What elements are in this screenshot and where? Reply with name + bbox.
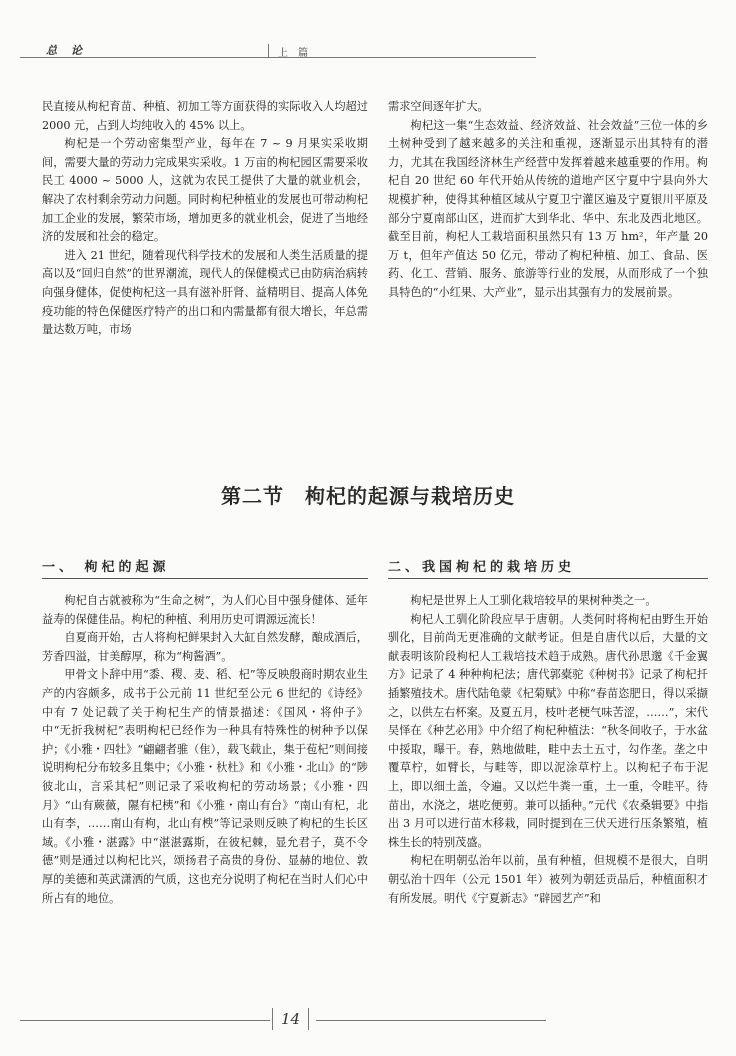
section-title: 第二节 枸杞的起源与栽培历史	[221, 484, 515, 508]
paragraph: 枸杞在明朝弘治年以前，虽有种植，但规模不是很大，自明朝弘治十四年（公元 1501 年）被列为朝廷贡品后，种植面积才有所发展。明代《宁夏新志》“辟园艺产”和	[388, 854, 708, 905]
paragraph: 枸杞是一个劳动密集型产业，每年在 7 ~ 9 月果实采收期间，需要大量的劳动力完成果实采收。1 万亩的枸杞园区需要采收民工 4000 ~ 5000 人，这就为农民工提供了大量的就业机会，解决了农村剩余劳动力问题。同时枸杞种植业的发展也可带动枸杞加工企业的发展，繁荣市场，增加更多的就业机会，促进了当地经济的发展和社会的稳定。	[42, 137, 368, 244]
header-part: 上篇	[278, 48, 318, 59]
paragraph: 枸杞自古就被称为“生命之树”，为人们心目中强身健体、延年益寿的保健佳品。枸杞的种植、利用历史可谓源远流长！	[42, 594, 368, 626]
paragraph: 民直接从枸杞育苗、种植、初加工等方面获得的实际收入人均超过 2000 元，占到人均纯收入的 45% 以上。	[42, 100, 368, 132]
page-number: 14	[272, 1008, 309, 1030]
bottom-right-column	[388, 592, 708, 908]
top-right-column	[388, 98, 708, 303]
paragraph: 需求空间逐年扩大。	[388, 100, 489, 113]
paragraph: 自夏商开始，古人将枸杞鲜果封入大缸自然发酵，酿成酒后，芳香四溢，甘美醇厚，称为“枸酱酒”。	[42, 631, 368, 663]
page-footer	[20, 1008, 736, 1038]
paragraph: 枸杞是世界上人工驯化栽培较早的果树种类之一。	[410, 594, 657, 607]
subsection-heading-history: 二、我国枸杞的栽培历史	[388, 556, 708, 579]
header-chapter: 总论	[46, 44, 96, 57]
top-left-column	[42, 98, 368, 340]
paragraph: 枸杞人工驯化阶段应早于唐朝。人类何时将枸杞由野生开始驯化，目前尚无更准确的文献考证。但是自唐代以后，大量的文献表明该阶段枸杞人工栽培技术趋于成熟。唐代孙思邈《千金翼方》记录了 4 种种枸杞法；唐代郭橐驼《种树书》记录了枸杞扦插繁殖技术。唐代陆龟蒙《杞菊赋》中称“春苗恣肥日，得以采撷之，以供左右杯案。及夏五月，枝叶老梗气味苦涩，……”，宋代吴怿在《种艺必用》中介绍了枸杞种植法：“秋冬间收子，于水盆中挼取，曝干。春，熟地做畦，畦中去土五寸，勾作垄。垄之中覆草柠，如臂长，与畦等，即以泥涂草柠上。以枸杞子布于泥上，即以细土盖，令遍。又以烂牛粪一重，土一重，令畦平。待苗出，水浇之，堪吃便剪。兼可以插种。”元代《农桑辑要》中指出 3 月可以进行苗木移栽，同时提到在三伏天进行压条繁殖，植株生长的特别茂盛。	[388, 612, 708, 849]
paragraph: 甲骨文卜辞中用“黍、稷、麦、稻、杞”等反映殷商时期农业生产的内容颇多，成书于公元前 11 世纪至公元 6 世纪的《诗经》中有 7 处记载了关于枸杞生产的情景描述：《国风・将仲子》中“无折我树杞”表明枸杞已经作为一种具有特殊性的树种予以保护；《小雅・四牡》“翩翩者骓（隹），载飞载止，集于苞杞”则间接说明枸杞分布较多且集中；《小雅・杕杜》和《小雅・北山》的“陟彼北山，言采其杞”则记录了采收枸杞的劳动场景；《小雅・四月》“山有蕨薇，隰有杞桋”和《小雅・南山有台》“南山有杞，北山有李，……南山有枸，北山有楰”等记录则反映了枸杞的生长区域。《小雅・湛露》中“湛湛露斯，在彼杞棘，显允君子，莫不令德”则是通过以枸杞比兴，颂扬君子高贵的身份、显赫的地位、敦厚的美德和英武潇洒的气质，这也充分说明了枸杞在当时人们心中所占有的地位。	[42, 668, 368, 905]
paragraph: 进入 21 世纪，随着现代科学技术的发展和人类生活质量的提高以及“回归自然”的世界潮流，现代人的保健模式已由防病治病转向强身健体，促使枸杞这一具有滋补肝肾、益精明目、提高人体免疫功能的特色保健医疗特产的出口和内需量都有很大增长，年总需量达数万吨，市场	[42, 248, 368, 337]
footer-rule	[20, 1020, 270, 1021]
subsection-heading-origin: 一、 枸杞的起源	[42, 556, 368, 579]
paragraph: 枸杞这一集“生态效益、经济效益、社会效益”三位一体的乡土树种受到了越来越多的关注和重视，逐渐显示出其特有的潜力，尤其在我国经济林生产经营中发挥着越来越重要的作用。枸杞自 20 世纪 60 年代开始从传统的道地产区宁夏中宁县向外大规模扩种，使得其种植区域从宁夏卫宁灌区遍及宁夏银川平原及部分宁夏南部山区，进而扩大到华北、华中、东北及西北地区。截至目前，枸杞人工栽培面积虽然只有 13 万 hm²，年产量 20 万 t，但年产值达 50 亿元，带动了枸杞种植、加工、食品、医药、化工、营销、服务、旅游等行业的发展，从而形成了一个独具特色的“小红果、大产业”，显示出其强有力的发展前景。	[388, 118, 708, 299]
footer-rule	[316, 1020, 546, 1021]
header-divider	[268, 44, 269, 58]
running-header	[20, 40, 736, 60]
bottom-left-column	[42, 592, 368, 908]
